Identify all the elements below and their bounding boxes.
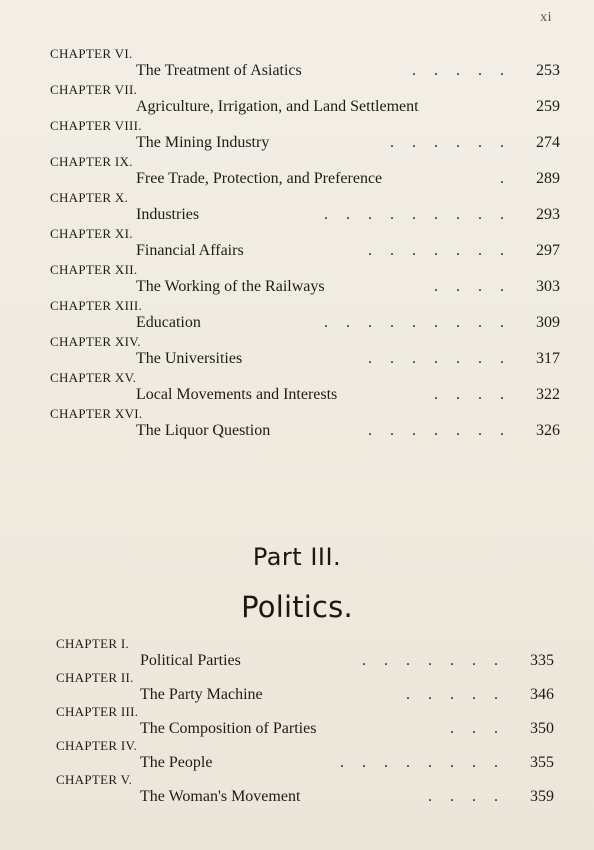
toc-entry: [50, 154, 560, 190]
chapter-label: CHAPTER X.: [50, 190, 129, 205]
chapter-page-number: 335: [530, 652, 554, 669]
toc-line: [50, 313, 560, 334]
chapter-page-number: 303: [536, 278, 560, 295]
toc-entry: [50, 46, 560, 82]
toc-entry: [50, 262, 560, 298]
toc-line: [50, 349, 560, 370]
dot-leader: .....: [406, 686, 516, 703]
toc-entry: [50, 118, 560, 154]
chapter-label: CHAPTER XV.: [50, 370, 137, 385]
chapter-page-number: 274: [536, 134, 560, 151]
table-of-contents-part-three: [56, 637, 554, 807]
chapter-page-number: 317: [536, 350, 560, 367]
table-of-contents-part-two: [50, 46, 560, 442]
dot-leader: ........: [340, 754, 516, 771]
dot-leader: .......: [362, 652, 516, 669]
chapter-label: CHAPTER V.: [56, 772, 133, 787]
dot-leader: ....: [434, 278, 522, 295]
dot-leader: .......: [368, 242, 522, 259]
chapter-page-number: 253: [536, 62, 560, 79]
chapter-page-number: 326: [536, 422, 560, 439]
chapter-page-number: 259: [536, 98, 560, 115]
chapter-title: The Mining Industry: [136, 134, 270, 151]
dot-leader: .....: [412, 62, 522, 79]
chapter-page-number: 355: [530, 754, 554, 771]
chapter-title: The People: [140, 754, 213, 771]
chapter-label: CHAPTER XI.: [50, 226, 133, 241]
chapter-title: Education: [136, 314, 201, 331]
toc-entry: [56, 739, 554, 773]
part-title-heading: Politics.: [241, 590, 353, 624]
toc-entry: [50, 406, 560, 442]
dot-leader: ....: [428, 788, 516, 805]
toc-entry: [50, 226, 560, 262]
chapter-label: CHAPTER XIII.: [50, 298, 143, 313]
toc-line: [50, 61, 560, 82]
part-number-heading: Part III.: [252, 543, 342, 571]
dot-leader: .........: [324, 206, 522, 223]
dot-leader: ....: [434, 386, 522, 403]
chapter-label: CHAPTER III.: [56, 704, 139, 719]
chapter-title: The Working of the Railways: [136, 278, 325, 295]
toc-line: [56, 787, 554, 807]
dot-leader: ...: [450, 720, 516, 737]
chapter-title: Free Trade, Protection, and Preference: [136, 170, 383, 187]
toc-line: [50, 421, 560, 442]
toc-line: [56, 651, 554, 671]
dot-leader: ......: [390, 134, 522, 151]
chapter-title: The Party Machine: [140, 686, 263, 703]
chapter-page-number: 293: [536, 206, 560, 223]
chapter-title: The Composition of Parties: [140, 720, 317, 737]
chapter-title: The Treatment of Asiatics: [136, 62, 302, 79]
chapter-label: CHAPTER IX.: [50, 154, 133, 169]
chapter-label: CHAPTER VI.: [50, 46, 133, 61]
chapter-label: CHAPTER I.: [56, 636, 130, 651]
chapter-title: Industries: [136, 206, 200, 223]
chapter-page-number: 346: [530, 686, 554, 703]
chapter-page-number: 350: [530, 720, 554, 737]
toc-line: [50, 385, 560, 406]
toc-line: [50, 169, 560, 190]
chapter-label: CHAPTER IV.: [56, 738, 138, 753]
toc-line: [56, 685, 554, 705]
toc-entry: [50, 190, 560, 226]
toc-line: [50, 241, 560, 262]
toc-line: [56, 753, 554, 773]
toc-line: [56, 719, 554, 739]
chapter-label: CHAPTER II.: [56, 670, 134, 685]
chapter-label: CHAPTER XII.: [50, 262, 138, 277]
toc-line: [50, 205, 560, 226]
chapter-title: Local Movements and Interests: [136, 386, 338, 403]
toc-line: [50, 97, 560, 118]
chapter-label: CHAPTER XVI.: [50, 406, 143, 421]
chapter-title: The Liquor Question: [136, 422, 271, 439]
toc-entry: [56, 671, 554, 705]
toc-entry: [50, 370, 560, 406]
chapter-title: The Universities: [136, 350, 243, 367]
chapter-page-number: 297: [536, 242, 560, 259]
toc-entry: [56, 705, 554, 739]
toc-entry: [50, 298, 560, 334]
dot-leader: .......: [368, 422, 522, 439]
toc-entry: [50, 82, 560, 118]
chapter-page-number: 359: [530, 788, 554, 805]
chapter-label: CHAPTER VIII.: [50, 118, 142, 133]
chapter-title: Financial Affairs: [136, 242, 244, 259]
toc-entry: [50, 334, 560, 370]
chapter-label: CHAPTER VII.: [50, 82, 138, 97]
dot-leader: .: [500, 170, 522, 187]
page-number-folio: xi: [540, 10, 552, 25]
chapter-title: Political Parties: [140, 652, 241, 669]
chapter-label: CHAPTER XIV.: [50, 334, 141, 349]
toc-entry: [56, 637, 554, 671]
dot-leader: .......: [368, 350, 522, 367]
chapter-title: The Woman's Movement: [140, 788, 301, 805]
toc-line: [50, 277, 560, 298]
toc-line: [50, 133, 560, 154]
chapter-page-number: 309: [536, 314, 560, 331]
dot-leader: .........: [324, 314, 522, 331]
toc-entry: [56, 773, 554, 807]
chapter-page-number: 322: [536, 386, 560, 403]
chapter-title: Agriculture, Irrigation, and Land Settlement: [136, 98, 419, 115]
chapter-page-number: 289: [536, 170, 560, 187]
